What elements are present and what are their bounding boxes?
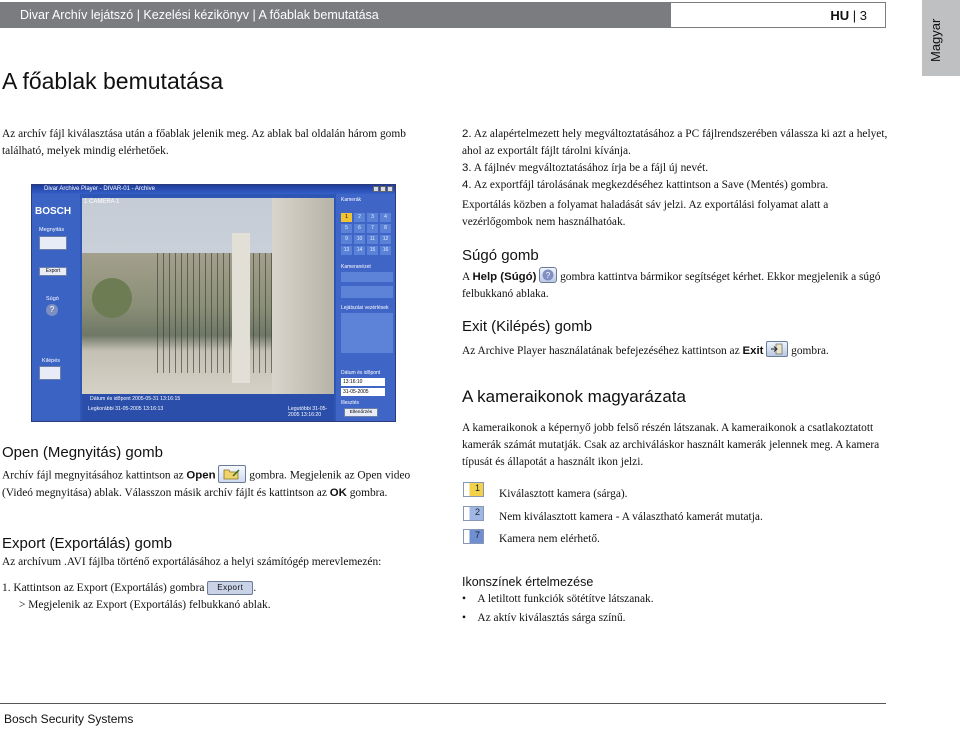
bullet-1: • A letiltott funkciók sötétítve látszanak.	[462, 593, 654, 605]
header-page-box	[670, 2, 886, 28]
camera-icons-intro: A kameraikonok a képernyő jobb felső részén látszanak. A kameraikonok a csatlakoztatott kamerák számát mutatják. Csak az archiváláskor használt kamerák jelennek meg. A kamera típusát és állapotát a használt ikon jelzi.	[462, 422, 880, 468]
step-4-num: 4.	[462, 179, 472, 191]
open-text-bold: Open	[186, 469, 216, 482]
help-icon: ?	[46, 304, 58, 316]
unselected-camera-number: 2	[474, 507, 480, 517]
side-open-button	[39, 236, 67, 250]
status-start: Legkorábbi 31-05-2005 13:16:13	[88, 406, 164, 412]
app-camera-button: 7	[367, 224, 378, 233]
open-folder-icon	[218, 465, 246, 483]
step-4	[462, 177, 902, 194]
side-export-button: Export	[39, 267, 67, 276]
help-text-bold: Help (Súgó)	[472, 271, 537, 283]
exit-text-pre: Az Archive Player használatának befejezéséhez kattintson az	[462, 345, 743, 357]
svg-text:?: ?	[545, 271, 551, 281]
selected-camera-number: 1	[474, 483, 480, 493]
selected-camera-text: Kiválasztott kamera (sárga).	[499, 488, 628, 500]
app-camera-button: 16	[380, 246, 391, 255]
bullet-1-text: A letiltott funkciók sötétítve látszanak.	[477, 593, 654, 605]
page-number: HU | 3	[830, 8, 867, 23]
step-2-num: 2.	[462, 128, 472, 140]
app-camera-button: 9	[341, 235, 352, 244]
export-button-image: Export	[207, 581, 253, 595]
unavailable-camera-icon	[463, 529, 484, 544]
speed-label: Illesztés	[341, 400, 360, 406]
step-3-num: 3.	[462, 162, 472, 174]
export-progress-text: Exportálás közben a folyamat haladását sáv jelzi. Az exportálási folyamat alatt a vezérlőgombok nem használhatóak.	[462, 199, 829, 228]
app-camera-button: 2	[354, 213, 365, 222]
export-step1-end: .	[253, 582, 257, 594]
language-tab	[922, 0, 960, 76]
cameras-label: Kamerák	[341, 197, 362, 203]
unavailable-camera-number: 7	[474, 530, 480, 540]
export-heading: Export (Exportálás) gomb	[2, 535, 173, 552]
app-camera-button: 15	[367, 246, 378, 255]
app-camera-button: 12	[380, 235, 391, 244]
bosch-logo: BOSCH	[35, 206, 72, 217]
app-sidebar	[32, 194, 80, 422]
side-open-label: Megnyitás	[39, 227, 65, 233]
footer-divider	[0, 703, 886, 704]
video-gate	[152, 253, 272, 373]
camera-icons-heading: A kameraikonok magyarázata	[462, 387, 686, 406]
close-icon	[387, 186, 393, 192]
side-exit-button	[39, 366, 61, 380]
step-2-text: Az alapértelmezett hely megváltoztatásához a PC fájlrendszerében válassza ki azt a helyet, ahol az exportált fájlt tárolni kívánja.	[462, 128, 888, 157]
unavailable-camera-text: Kamera nem elérhető.	[499, 533, 600, 545]
footer-text: Bosch Security Systems	[4, 712, 134, 726]
playback-label: Lejátszási vezérlések	[341, 305, 389, 311]
app-camera-button: 11	[367, 235, 378, 244]
unselected-camera-icon	[463, 506, 484, 521]
language-code: HU	[830, 8, 850, 23]
bullet-2: • Az aktív kiválasztás sárga színű.	[462, 612, 626, 624]
exit-door-icon	[766, 341, 788, 357]
camera-grid	[341, 213, 395, 255]
open-text-ok: OK	[329, 487, 347, 499]
step-4-text: Az exportfájl tárolásának megkezdéséhez kattintson a Save (Mentés) gombra.	[473, 179, 829, 191]
page-number-value: 3	[859, 8, 867, 23]
open-text-mid: gombra. Megjelenik az Open video (Videó megnyitása) ablak. Válasszon másik archív fájlt és kattintson az	[2, 469, 411, 499]
app-camera-button: 1	[341, 213, 352, 222]
app-camera-button: 14	[354, 246, 365, 255]
step-2	[462, 126, 902, 160]
export-step1-text: 1. Kattintson az Export (Exportálás) gombra	[2, 582, 205, 594]
time-field: 13:16:10	[341, 378, 385, 386]
exit-text-post: gombra.	[788, 345, 829, 357]
app-camera-button: 4	[380, 213, 391, 222]
exit-text-bold: Exit	[742, 345, 764, 357]
video-building	[272, 198, 334, 394]
app-camera-button: 13	[341, 246, 352, 255]
bullet-2-text: Az aktív kiválasztás sárga színű.	[477, 612, 626, 624]
app-camera-button: 10	[354, 235, 365, 244]
export-text: Az archívum .AVI fájlba történő exportálásához a helyi számítógép merevlemezén:	[2, 556, 382, 568]
app-camera-button: 5	[341, 224, 352, 233]
video-frame	[82, 198, 334, 394]
open-text-post: gombra.	[346, 487, 388, 499]
app-camera-button: 8	[380, 224, 391, 233]
step-3-text: A fájlnév megváltoztatásához írja be a fájl új nevét.	[473, 162, 709, 174]
app-camera-button: 3	[367, 213, 378, 222]
app-screenshot	[31, 184, 396, 422]
header-bar	[0, 2, 670, 28]
maximize-icon	[380, 186, 386, 192]
help-text-pre: A	[462, 271, 473, 283]
open-text	[2, 467, 422, 502]
intro-text: Az archív fájl kiválasztása után a főablak jelenik meg. Az ablak bal oldalán három gomb található, melyek mindig elérhetőek.	[2, 128, 406, 157]
unselected-camera-text: Nem kiválasztott kamera - A választható kamerát mutatja.	[499, 511, 763, 523]
side-help-label: Súgó	[46, 296, 59, 302]
help-button-icon	[539, 267, 557, 283]
video-tree	[92, 278, 132, 318]
help-heading: Súgó gomb	[462, 247, 539, 264]
open-heading: Open (Megnyitás) gomb	[2, 444, 163, 461]
check-button: Ellenőrzés	[344, 408, 378, 417]
language-tab-label: Magyar	[928, 18, 943, 62]
date-field: 31-05-2005	[341, 388, 385, 396]
status-end: Legutóbbi 31-05-2005 13:16:20	[288, 406, 328, 418]
page-title: A főablak bemutatása	[2, 68, 224, 94]
step-3	[462, 160, 902, 177]
help-text	[462, 269, 892, 303]
selected-camera-icon	[463, 482, 484, 497]
zoom-slider	[341, 286, 393, 298]
playback-controls	[341, 313, 393, 353]
app-window-title: Divar Archive Player - DIVAR-01 - Archive	[32, 185, 395, 194]
exit-heading: Exit (Kilépés) gomb	[462, 318, 593, 335]
status-datetime: Dátum és időpont 2005-05-31 13:16:15	[90, 396, 181, 402]
app-control-panel	[336, 194, 396, 422]
video-pillar	[232, 233, 250, 383]
help-text-post: gombra kattintva bármikor segítséget kérhet. Ekkor megjelenik a súgó felbukkanó ablaka.	[462, 271, 881, 300]
open-text-pre: Archív fájl megnyitásához kattintson az	[2, 469, 187, 482]
exit-text	[462, 343, 892, 360]
export-result: > Megjelenik az Export (Exportálás) felbukkanó ablak.	[19, 599, 271, 611]
app-status-bar	[82, 394, 334, 421]
display-layout-buttons	[341, 272, 393, 282]
icon-colors-heading: Ikonszínek értelmezése	[462, 575, 594, 589]
display-label: Kameranézet	[341, 264, 371, 270]
app-window-buttons	[373, 186, 393, 192]
side-exit-label: Kilépés	[42, 358, 61, 364]
export-step1	[2, 580, 422, 597]
header-title: Divar Archív lejátszó | Kezelési kézikönyv | A főablak bemutatása	[20, 8, 379, 22]
app-camera-button: 6	[354, 224, 365, 233]
video-camera-label: 1 CAMERA 1	[84, 199, 120, 205]
minimize-icon	[373, 186, 379, 192]
datetime-label: Dátum és időpont	[341, 370, 381, 376]
